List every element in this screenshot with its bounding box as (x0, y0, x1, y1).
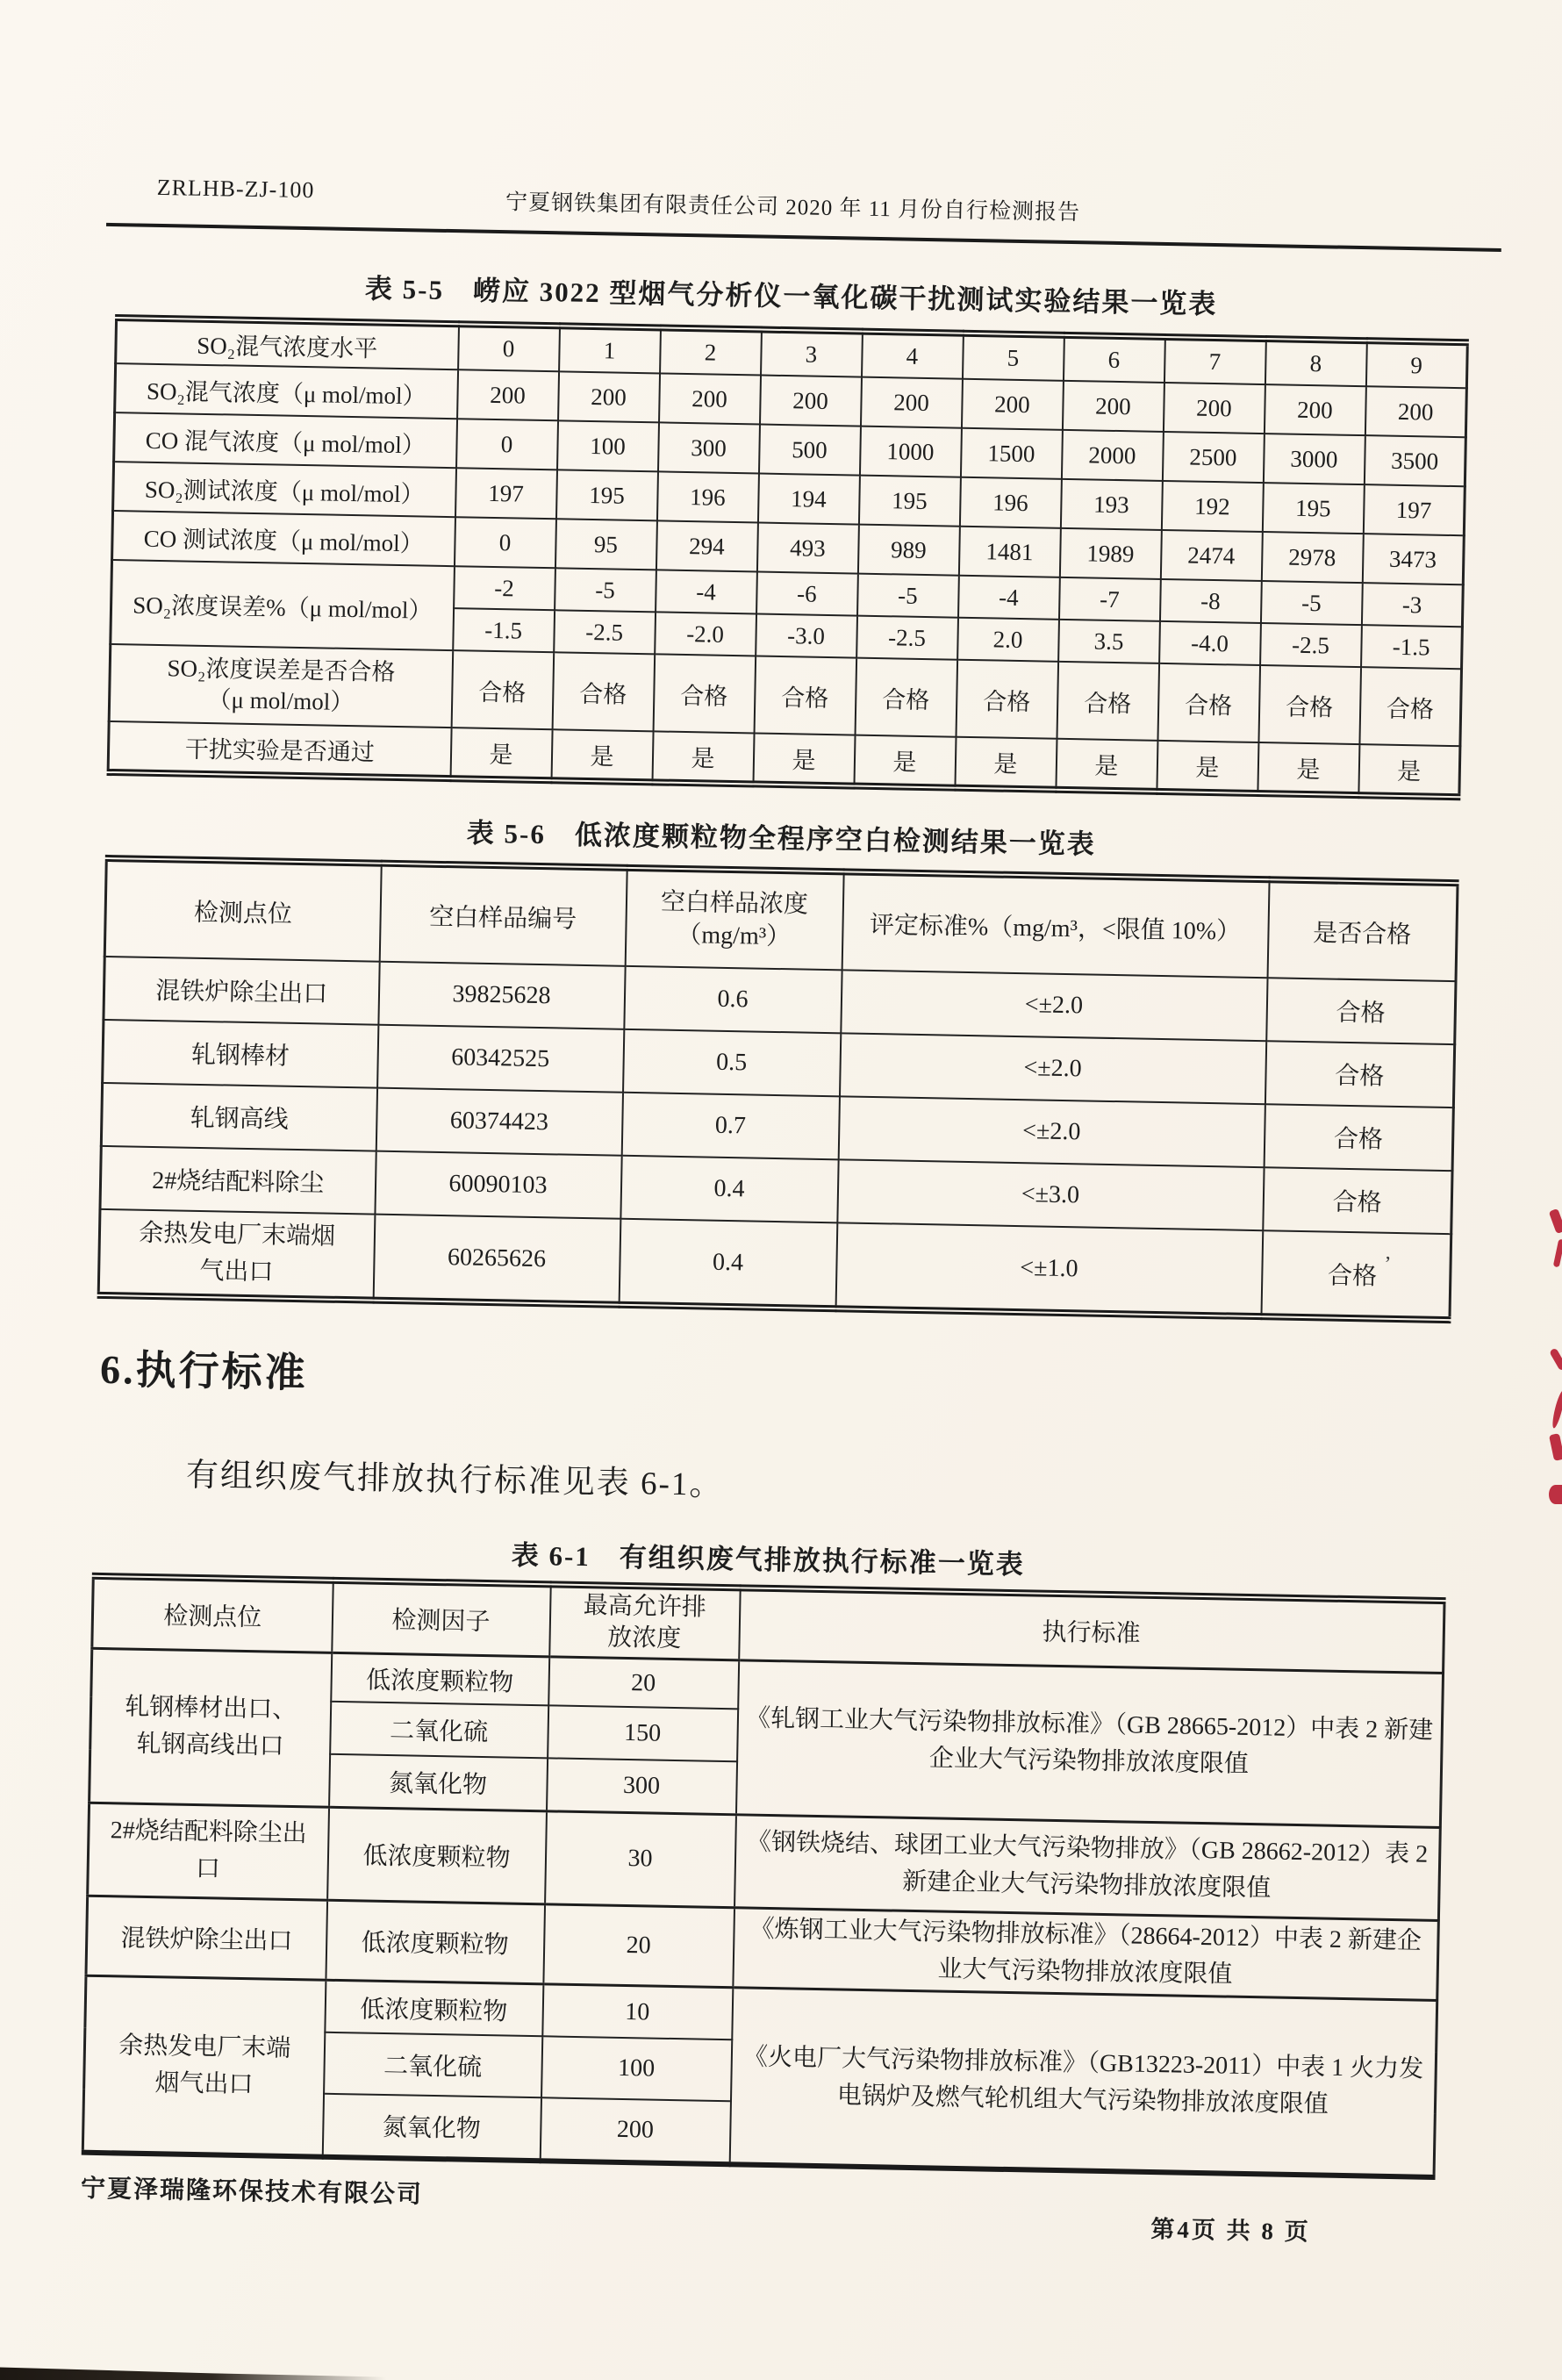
cell: -1.5 (453, 608, 555, 652)
column-header-line1: 空白样品浓度 (660, 888, 809, 919)
cell: 1000 (859, 427, 961, 477)
cell: 0.4 (620, 1156, 838, 1223)
cell: 2978 (1261, 532, 1363, 583)
column-header-line2: （mg/m³） (677, 921, 792, 950)
red-margin-mark (1549, 1208, 1562, 1234)
cell-point (90, 1648, 332, 1807)
cell: 合格 (1265, 1041, 1454, 1108)
cell: 196 (959, 477, 1061, 528)
cell-factor: 氮氧化物 (329, 1754, 548, 1811)
red-margin-mark (1553, 1239, 1562, 1268)
cell-point: 混铁炉除尘出口 (86, 1896, 327, 1980)
cell: 合格 (451, 650, 554, 729)
column-header (549, 1584, 740, 1660)
cell: <±2.0 (839, 1033, 1265, 1104)
cell: 0 (454, 517, 555, 568)
section-paragraph: 有组织废气排放执行标准见表 6-1。 (185, 1457, 724, 1503)
cell: 493 (756, 522, 858, 573)
cell: 是 (955, 737, 1057, 790)
cell: 是 (551, 729, 653, 782)
cell: 2500 (1162, 432, 1264, 483)
cell: 合格 (653, 654, 756, 733)
cell: -7 (1058, 577, 1160, 621)
cell: 197 (455, 468, 557, 519)
cell: 3 (761, 330, 863, 377)
cell: 3000 (1263, 434, 1365, 484)
cell-limit: 10 (542, 1984, 733, 2040)
section-heading: 6.执行标准 (99, 1346, 309, 1396)
cell-factor: 低浓度颗粒物 (327, 1807, 547, 1904)
row-label: SO₂浓度误差%（μ mol/mol） (111, 560, 455, 650)
cell: 196 (656, 471, 758, 522)
cell: <±2.0 (838, 1096, 1265, 1167)
cell: -1.5 (1361, 625, 1463, 669)
cell: 200 (860, 377, 962, 428)
cell: 7 (1164, 337, 1265, 384)
cell: <±2.0 (841, 970, 1267, 1041)
doc-code: ZRLHB-ZJ-100 (156, 174, 315, 204)
cell-text: 2#烧结配料除尘出口 (110, 1817, 308, 1883)
table55-caption: 表 5-5 崂应 3022 型烟气分析仪一氧化碳干扰测试实验结果一览表 (364, 273, 1218, 320)
cell-standard: 《火电厂大气污染物排放标准》（GB13223-2011）中表 1 火力发电锅炉及燃气轮机组大气污染物排放浓度限值 (729, 1988, 1437, 2178)
cell: 300 (657, 422, 759, 473)
cell: 是 (1358, 744, 1460, 797)
cell: 200 (1163, 383, 1265, 434)
cell (98, 1209, 375, 1301)
cell: 294 (656, 520, 757, 571)
cell-limit: 20 (548, 1657, 739, 1710)
cell: -5 (555, 568, 656, 612)
column-header: 空白样品编号 (379, 864, 627, 966)
cell: -4.0 (1159, 621, 1261, 665)
cell-text: 轧钢棒材出口、轧钢高线出口 (125, 1693, 297, 1761)
cell: -2.5 (1260, 623, 1362, 667)
column-header: 是否合格 (1267, 879, 1458, 981)
cell: 1500 (960, 428, 1062, 479)
column-header-line2: 放浓度 (606, 1624, 682, 1653)
cell-text: 余热发电厂末端烟气出口 (118, 2031, 291, 2098)
cell: 是 (450, 728, 552, 780)
cell: 合格 (1359, 667, 1462, 746)
cell: 200 (1264, 384, 1365, 435)
red-margin-mark (1551, 1390, 1562, 1430)
cell: 合格 (1266, 978, 1456, 1044)
cell-point (82, 1975, 326, 2157)
cell-limit: 20 (543, 1904, 734, 1988)
cell: 197 (1363, 484, 1465, 535)
cell: 3.5 (1058, 620, 1160, 663)
column-header (625, 868, 843, 971)
row-label-line1: SO₂浓度误差是否合格 (167, 655, 396, 685)
cell-factor: 低浓度颗粒物 (326, 1900, 545, 1984)
cell: 200 (457, 369, 559, 420)
cell: 60265626 (373, 1215, 620, 1305)
cell: 合格 (1057, 662, 1159, 741)
cell: 合格 (1263, 1167, 1452, 1234)
cell-standard: 《钢铁烧结、球团工业大气污染物排放》（GB 28662-2012）表 2 新建企业大气污染物排放浓度限值 (734, 1815, 1441, 1921)
cell: 200 (759, 376, 861, 427)
cell: 0 (458, 324, 560, 371)
table61-caption: 表 6-1 有组织废气排放执行标准一览表 (511, 1539, 1026, 1581)
cell-limit: 150 (548, 1706, 738, 1762)
cell: -2.5 (856, 616, 958, 660)
cell: -4 (656, 570, 757, 613)
cell: <±1.0 (835, 1222, 1263, 1316)
cell-limit: 30 (545, 1811, 736, 1908)
cell: -3.0 (756, 613, 857, 657)
row-label: 干扰实验是否通过 (108, 721, 451, 778)
cell: 合格 (1157, 663, 1260, 742)
cell: 是 (1056, 739, 1157, 792)
cell-limit: 100 (541, 2037, 732, 2102)
cell-factor: 低浓度颗粒物 (331, 1652, 549, 1706)
cell: 3473 (1362, 534, 1464, 584)
table-6-1 (82, 1573, 1446, 2180)
cell: 轧钢高线 (101, 1083, 376, 1151)
cell: 9 (1365, 341, 1467, 388)
cell: 1989 (1059, 528, 1161, 579)
cell: 合格 (552, 652, 655, 731)
row-label (109, 644, 453, 728)
cell: 合格 (855, 658, 957, 737)
cell-factor: 二氧化硫 (324, 2032, 542, 2098)
cell-limit: 200 (540, 2098, 730, 2165)
cell: -8 (1159, 579, 1261, 623)
cell: <±3.0 (837, 1159, 1264, 1230)
cell: 192 (1161, 481, 1263, 532)
cell: 5 (962, 333, 1064, 381)
cell: 4 (862, 332, 964, 379)
cell: 195 (555, 470, 657, 520)
cell: 193 (1060, 479, 1162, 530)
cell-standard: 《轧钢工业大气污染物排放标准》（GB 28665-2012）中表 2 新建企业大气污染物排放浓度限值 (735, 1660, 1443, 1828)
cell: 1481 (958, 527, 1060, 577)
cell: 39825628 (378, 962, 625, 1029)
cell: 2#烧结配料除尘 (100, 1146, 376, 1215)
cell: 0.7 (621, 1093, 839, 1160)
footer-company: 宁夏泽瑞隆环保技术有限公司 (80, 2175, 424, 2209)
cell: 是 (1157, 741, 1258, 793)
cell-text: 合格 (1327, 1262, 1378, 1291)
row-label: SO₂混气浓度（μ mol/mol） (115, 363, 458, 419)
cell: 合格 (1264, 1104, 1453, 1171)
table-5-6 (97, 855, 1459, 1323)
cell: 0.5 (623, 1029, 841, 1097)
row-label: CO 混气浓度（μ mol/mol） (114, 412, 457, 468)
column-header-line1: 最高允许排 (583, 1592, 707, 1622)
cell: 2000 (1061, 430, 1163, 481)
red-margin-mark (1549, 1485, 1562, 1504)
cell: 60090103 (375, 1151, 621, 1219)
cell: -2.0 (655, 612, 756, 656)
cell: 合格 (956, 660, 1058, 739)
cell: -3 (1361, 583, 1463, 627)
cell-factor: 二氧化硫 (330, 1702, 548, 1759)
red-margin-mark (1549, 1433, 1562, 1461)
cell-limit: 300 (547, 1759, 737, 1815)
red-margin-mark (1549, 1347, 1562, 1371)
cell: 6 (1063, 335, 1164, 383)
cell: 2.0 (957, 618, 1059, 662)
cell: 2474 (1160, 530, 1262, 581)
table56-caption: 表 5-6 低浓度颗粒物全程序空白检测结果一览表 (466, 817, 1097, 860)
cell: 195 (1262, 483, 1364, 534)
cell-factor: 氮氧化物 (322, 2094, 541, 2161)
cell: 194 (757, 474, 859, 525)
cell: 是 (1257, 742, 1359, 795)
cell: -5 (857, 574, 959, 618)
row-label-line2: （μ mol/mol） (207, 686, 355, 716)
cell: 200 (1062, 381, 1164, 432)
column-header: 检测因子 (332, 1581, 550, 1657)
cell: 95 (555, 519, 656, 570)
cell-standard: 《炼钢工业大气污染物排放标准》（28664-2012）中表 2 新建企业大气污染物排放浓度限值 (733, 1908, 1439, 2001)
page-content (77, 0, 1472, 2380)
cell: -5 (1260, 581, 1362, 625)
cell: 0.6 (624, 966, 842, 1034)
cell: 989 (857, 525, 959, 576)
cell: 0 (456, 419, 558, 470)
cell: 8 (1265, 339, 1366, 386)
row-label: SO₂混气浓度水平 (116, 318, 459, 369)
cell: 合格 (1258, 665, 1361, 744)
column-header: 评定标准%（mg/m³，<限值 10%） (842, 871, 1269, 978)
cell: 200 (961, 379, 1063, 430)
cell: 60342525 (377, 1025, 624, 1093)
cell: -4 (958, 576, 1060, 620)
cell: -2 (454, 566, 555, 610)
cell: 200 (659, 373, 761, 424)
cell: 3500 (1364, 435, 1465, 486)
cell: 200 (558, 371, 660, 422)
cell: 195 (858, 476, 960, 527)
report-title: 宁夏钢铁集团有限责任公司 2020 年 11 月份自行检测报告 (505, 190, 1081, 226)
cell: 0.4 (619, 1219, 837, 1309)
cell: 合格 (754, 656, 856, 735)
footer-page-number: 第4页 共 8 页 (1150, 2216, 1311, 2246)
cell: 是 (652, 731, 754, 784)
column-header: 检测点位 (104, 858, 381, 962)
cell: 是 (854, 735, 956, 788)
cell: 混铁炉除尘出口 (104, 957, 379, 1025)
cell: 1 (559, 326, 661, 373)
cell-factor: 低浓度颗粒物 (325, 1980, 543, 2037)
cell: 500 (758, 425, 860, 476)
table-5-5 (107, 314, 1469, 800)
cell: 100 (557, 420, 659, 471)
cell (1261, 1230, 1451, 1320)
handwritten-mark: ’ (1384, 1252, 1392, 1276)
column-header: 检测点位 (92, 1576, 333, 1652)
cell: -6 (756, 571, 858, 615)
cell-point (88, 1803, 329, 1900)
cell: 轧钢棒材 (103, 1020, 378, 1088)
column-header: 执行标准 (739, 1588, 1444, 1673)
cell: 60374423 (376, 1088, 622, 1156)
cell: 2 (660, 327, 762, 375)
page-header (117, 174, 1468, 233)
cell-text: 余热发电厂末端烟气出口 (138, 1219, 336, 1287)
row-label: SO₂测试浓度（μ mol/mol） (113, 462, 456, 517)
cell: -2.5 (554, 610, 656, 654)
cell: 是 (753, 733, 855, 785)
row-label: CO 测试浓度（μ mol/mol） (112, 511, 455, 566)
cell: 200 (1365, 386, 1466, 437)
